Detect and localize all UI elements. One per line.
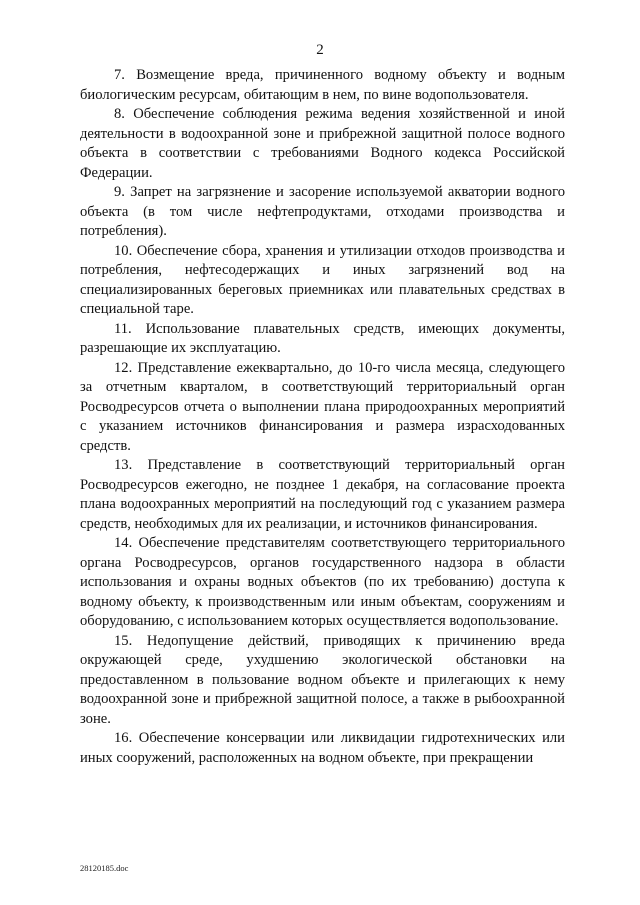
paragraph-14: 14. Обеспечение представителям соответствующего территориального органа Росводресурсов, органов государственного надзора в области использования и охраны водных объектов (по их требованию) доступа к водному объекту, к производственным или иным объектам, сооружениям и оборудованию, с использованием которых осуществляется водопользование. bbox=[80, 535, 565, 629]
paragraph-15: 15. Недопущение действий, приводящих к причинению вреда окружающей среде, ухудшению экологической обстановки на предоставленном в пользование водном объекте и прилегающих к нему водоохранной зоне и прибрежной защитной полосе, а также в рыбоохранной зоне. bbox=[80, 632, 565, 727]
paragraph-16: 16. Обеспечение консервации или ликвидации гидротехнических или иных сооружений, расположенных на водном объекте, при прекращении bbox=[80, 730, 565, 766]
paragraph-10: 10. Обеспечение сбора, хранения и утилизации отходов производства и потребления, нефтесодержащих и иных загрязнений вод на специализированных береговых приемниках или плавательных средствах в специальной таре. bbox=[80, 242, 565, 317]
page-number: 2 bbox=[316, 42, 324, 58]
paragraph-11: 11. Использование плавательных средств, имеющих документы, разрешающие их эксплуатацию. bbox=[80, 320, 565, 356]
paragraph-7: 7. Возмещение вреда, причиненного водному объекту и водным биологическим ресурсам, обитающим в нем, по вине водопользователя. bbox=[80, 67, 565, 103]
paragraph-9: 9. Запрет на загрязнение и засорение используемой акватории водного объекта (в том числе нефтепродуктами, отходами производства и потребления). bbox=[80, 184, 565, 239]
file-name-footer: 28120185.doc bbox=[80, 863, 129, 873]
paragraph-13: 13. Представление в соответствующий территориальный орган Росводресурсов ежегодно, не позднее 1 декабря, на согласование проекта плана водоохранных мероприятий на последующий год с указанием размера средств, необходимых для их реализации, и источников финансирования. bbox=[80, 457, 565, 532]
document-body bbox=[80, 66, 565, 768]
paragraph-8: 8. Обеспечение соблюдения режима ведения хозяйственной и иной деятельности в водоохранной зоне и прибрежной защитной полосе водного объекта в соответствии с требованиями Водного кодекса Российской Федерации. bbox=[80, 106, 565, 181]
paragraph-12: 12. Представление ежеквартально, до 10-го числа месяца, следующего за отчетным кварталом, в соответствующий территориальный орган Росводресурсов отчета о выполнении плана природоохранных мероприятий с указанием источников финансирования и размера израсходованных средств. bbox=[80, 359, 565, 454]
